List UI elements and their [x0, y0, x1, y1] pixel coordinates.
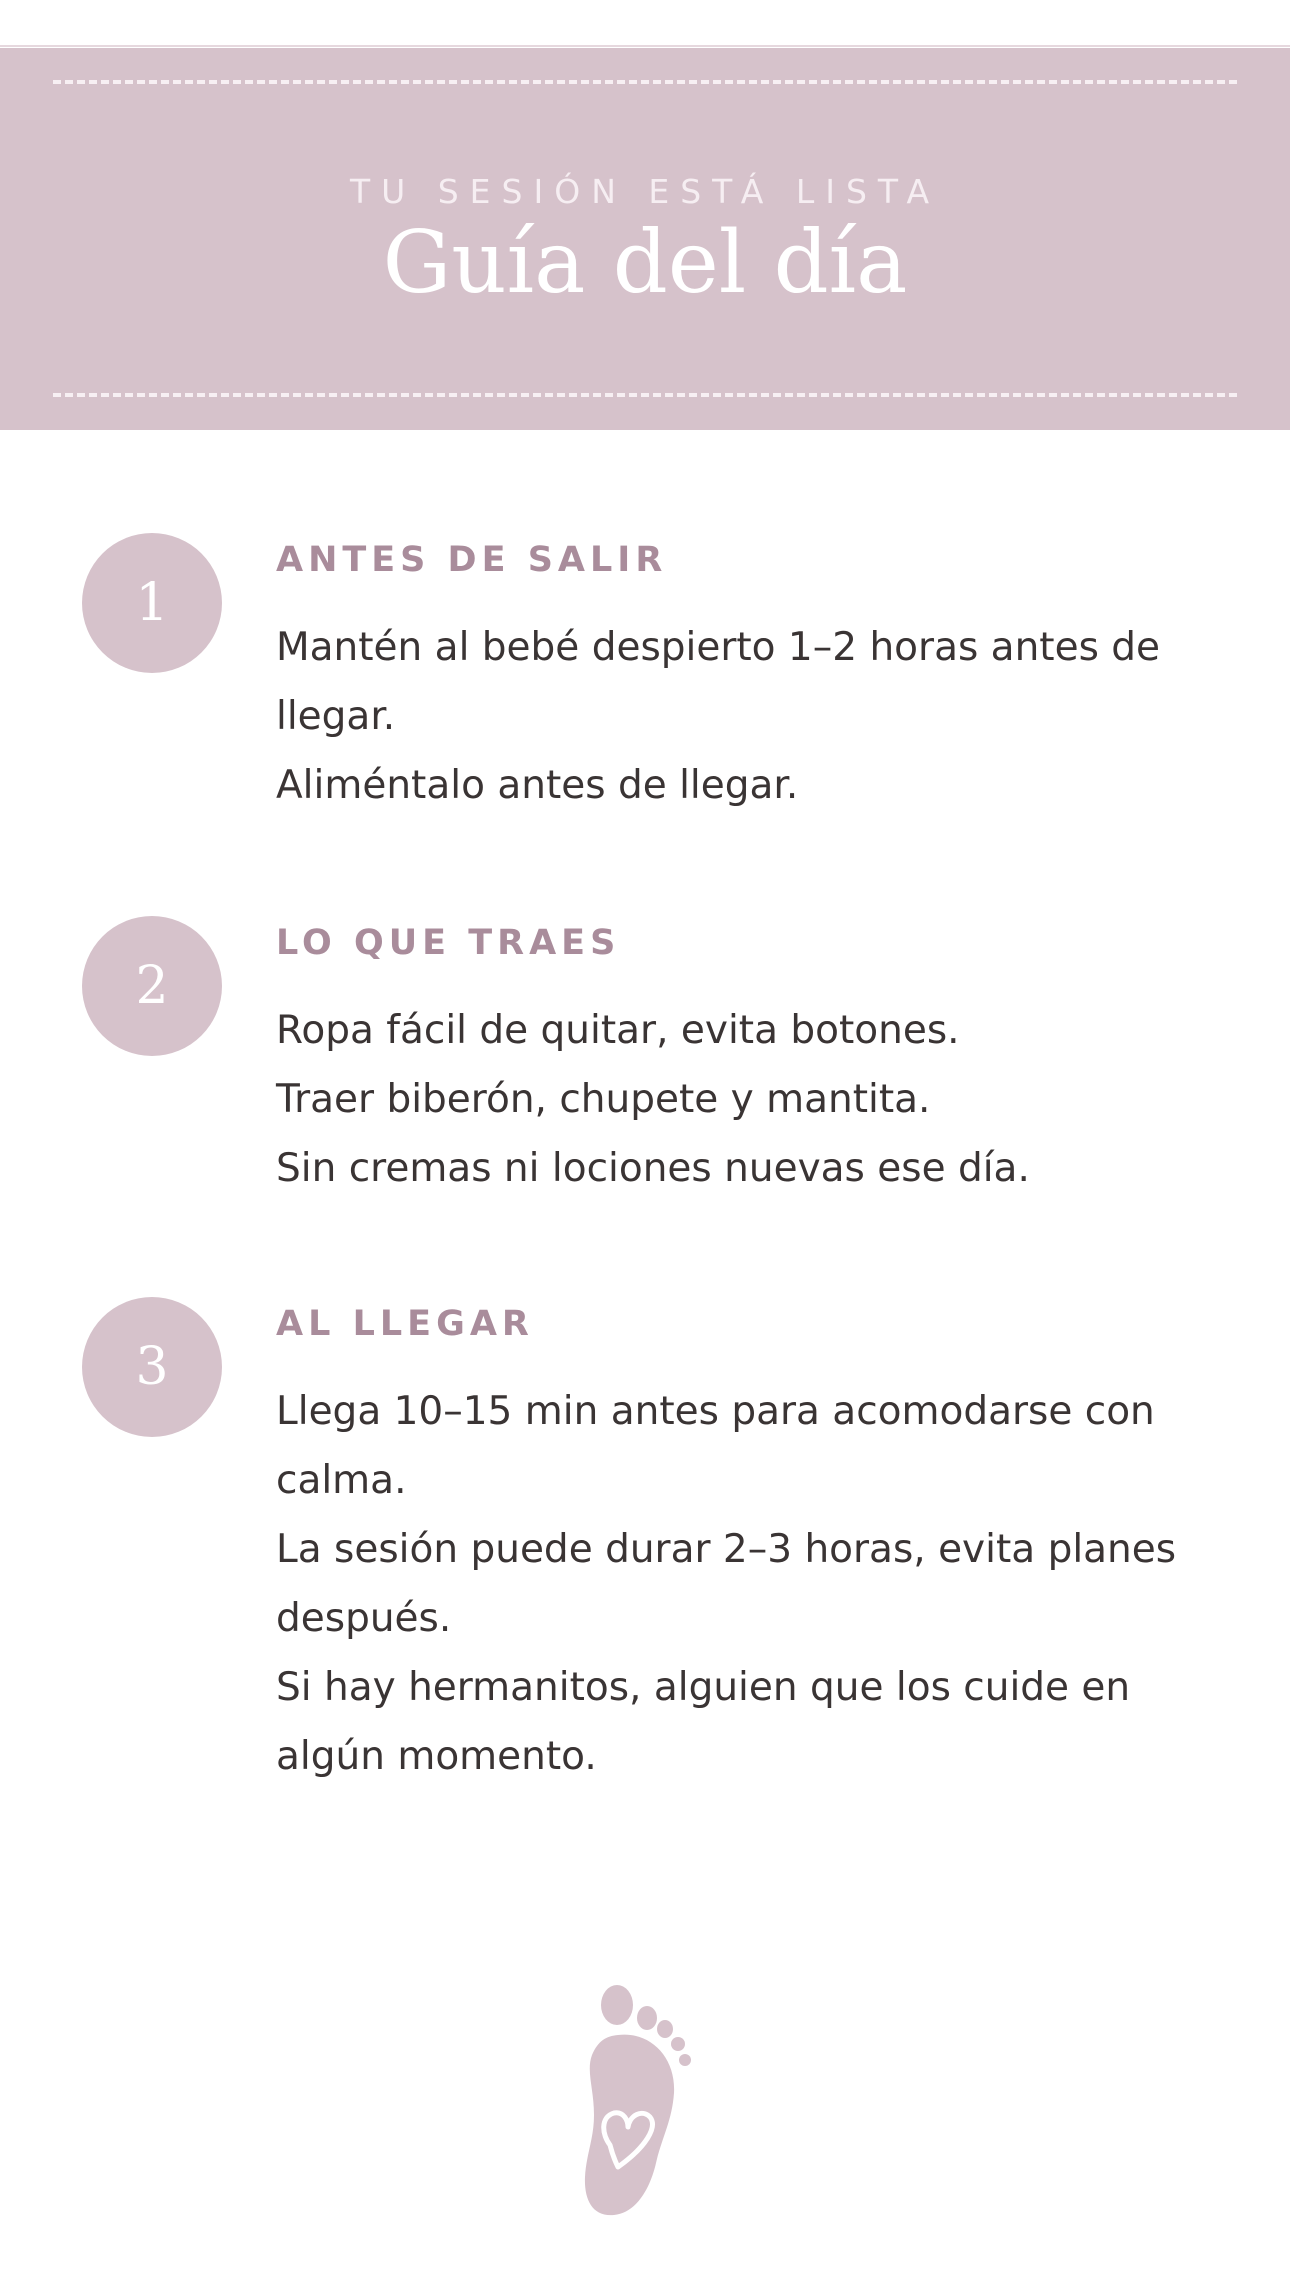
step-body — [276, 613, 1216, 820]
step-line: Ropa fácil de quitar, evita botones. — [276, 1008, 960, 1053]
header-dashed-line-top — [53, 80, 1237, 84]
step-line: Si hay hermanitos, alguien que los cuide en algún momento. — [276, 1665, 1131, 1779]
top-bar — [0, 0, 1290, 47]
step-heading: ANTES DE SALIR — [276, 540, 668, 580]
page-title: Guía del día — [382, 213, 908, 313]
step-body — [276, 996, 1216, 1203]
step-body — [276, 1377, 1216, 1791]
step-number-badge: 1 — [82, 533, 222, 673]
step-heading: LO QUE TRAES — [276, 923, 621, 963]
baby-footprint-heart-icon — [570, 1985, 720, 2225]
header-banner — [0, 48, 1290, 430]
step-line: La sesión puede durar 2–3 horas, evita planes después. — [276, 1527, 1177, 1641]
step-line: Mantén al bebé despierto 1–2 horas antes de llegar. — [276, 625, 1161, 739]
step-line: Aliméntalo antes de llegar. — [276, 763, 799, 808]
step-heading: AL LLEGAR — [276, 1304, 534, 1344]
step-line: Llega 10–15 min antes para acomodarse con calma. — [276, 1389, 1155, 1503]
header-dashed-line-bottom — [53, 393, 1237, 397]
header-eyebrow: TU SESIÓN ESTÁ LISTA — [349, 172, 941, 211]
step-number-badge: 2 — [82, 916, 222, 1056]
step-line: Sin cremas ni lociones nuevas ese día. — [276, 1146, 1030, 1191]
step-line: Traer biberón, chupete y mantita. — [276, 1077, 931, 1122]
step-number-badge: 3 — [82, 1297, 222, 1437]
